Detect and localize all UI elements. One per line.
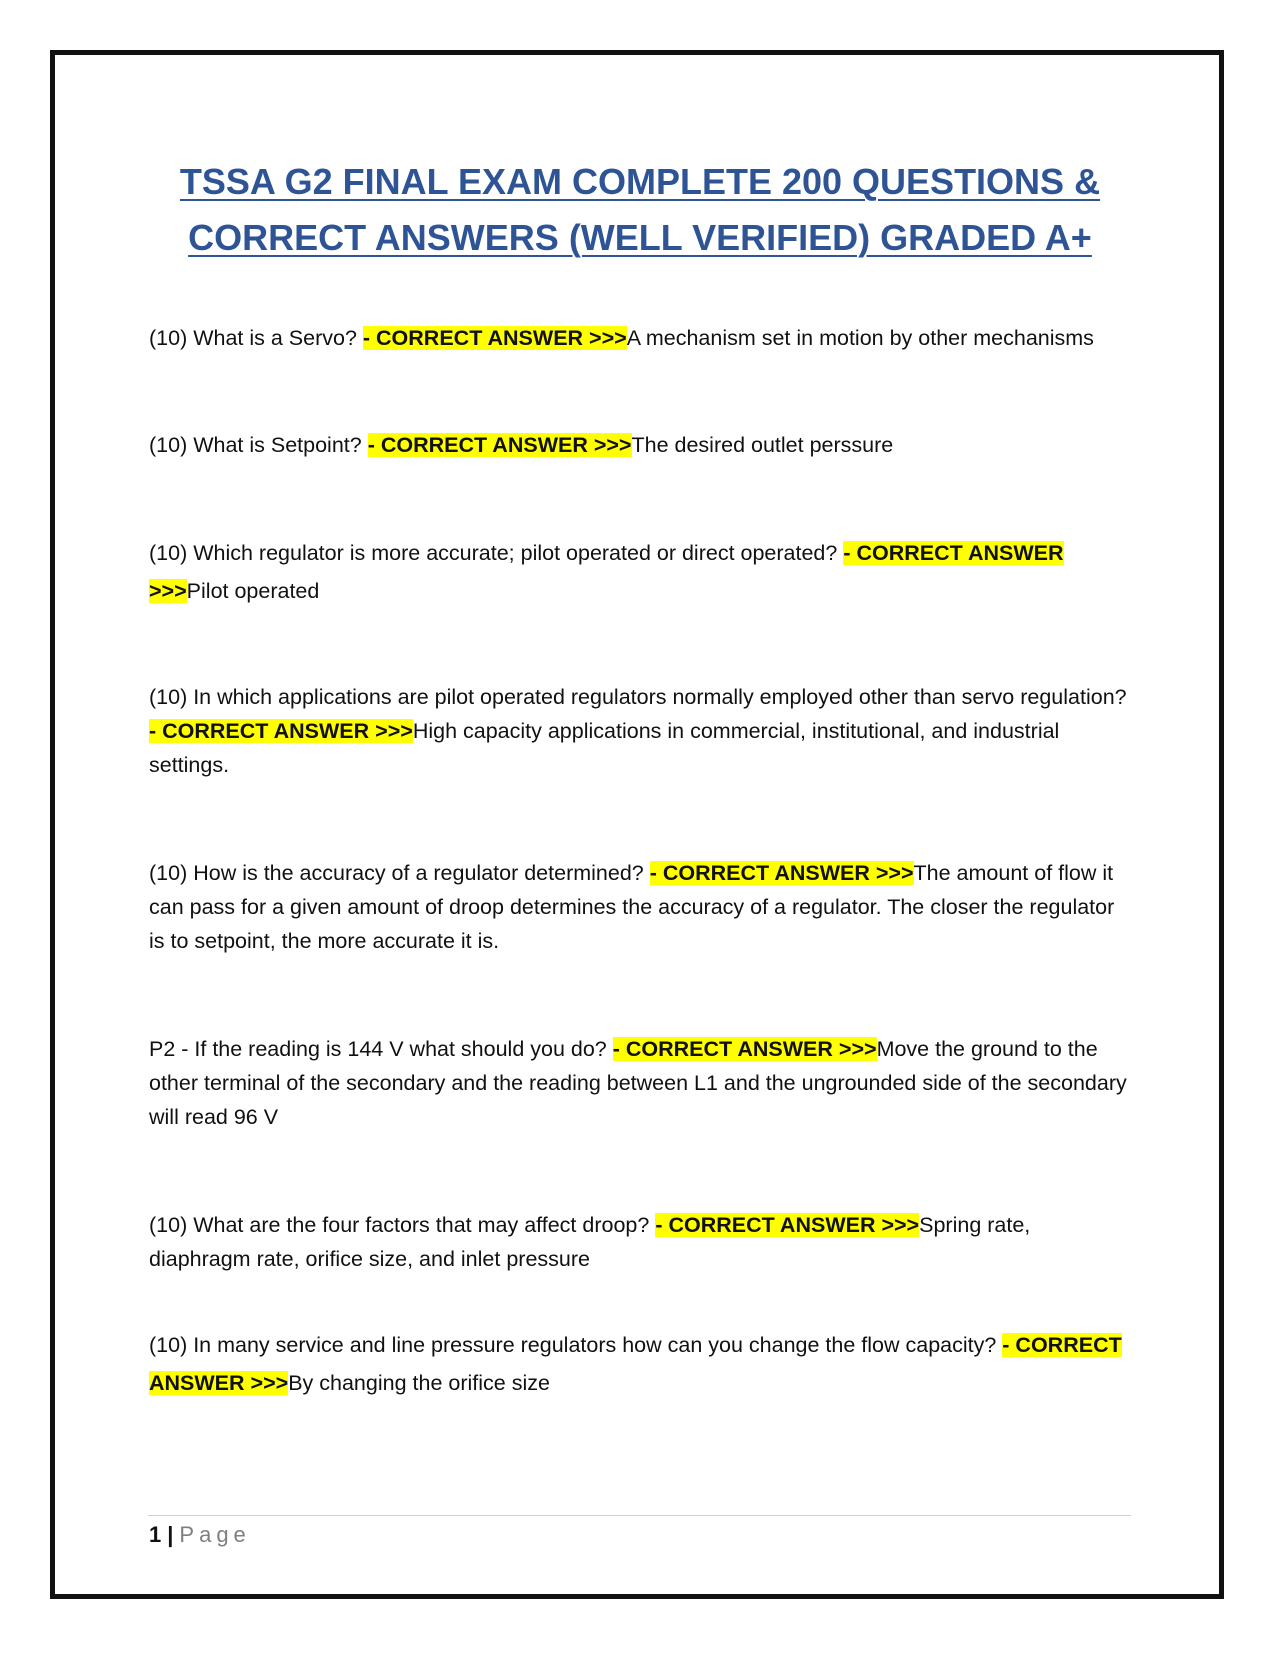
qa-item (149, 856, 1129, 958)
document-title: TSSA G2 FINAL EXAM COMPLETE 200 QUESTIONS & CORRECT ANSWERS (WELL VERIFIED) GRADED A+ (179, 161, 1101, 258)
question-text: P2 - If the reading is 144 V what should you do? (149, 1037, 613, 1061)
answer-text: A mechanism set in motion by other mechanisms (626, 326, 1094, 350)
question-text: (10) What is a Servo? (149, 326, 363, 350)
answer-text: By changing the orifice size (288, 1371, 550, 1395)
page-label: Page (179, 1522, 251, 1547)
answer-text: Spring rate, diaphragm rate, orifice size, and inlet pressure (149, 1213, 1031, 1271)
answer-text: High capacity applications in commercial, institutional, and industrial settings. (149, 719, 1060, 777)
correct-answer-marker: - CORRECT ANSWER >>> (655, 1213, 920, 1237)
question-text: (10) What is Setpoint? (149, 433, 368, 457)
qa-item (149, 534, 1129, 610)
correct-answer-marker: - CORRECT ANSWER >>> (149, 1333, 1122, 1395)
page-footer (149, 1519, 251, 1551)
answer-text: The amount of flow it can pass for a given amount of droop determines the accuracy of a regulator. The closer the regulator is to setpoint, the more accurate it is. (149, 861, 1115, 953)
qa-item (149, 1208, 1129, 1276)
correct-answer-marker: - CORRECT ANSWER >>> (149, 541, 1064, 603)
answer-text: Pilot operated (186, 579, 320, 603)
correct-answer-marker: - CORRECT ANSWER >>> (149, 719, 413, 743)
answer-text: The desired outlet perssure (631, 433, 894, 457)
qa-item (149, 680, 1129, 782)
correct-answer-marker: - CORRECT ANSWER >>> (367, 433, 632, 457)
answer-text: Move the ground to the other terminal of the secondary and the reading between L1 and the ungrounded side of the secondary will read 96 V (149, 1037, 1127, 1129)
question-text: (10) In many service and line pressure regulators how can you change the flow capacity? (149, 1333, 1003, 1357)
footer-separator: | (167, 1522, 174, 1547)
footer-divider (148, 1515, 1131, 1516)
qa-item (149, 1326, 1129, 1402)
correct-answer-marker: - CORRECT ANSWER >>> (362, 326, 627, 350)
qa-item (149, 1032, 1129, 1134)
question-text: (10) Which regulator is more accurate; pilot operated or direct operated? (149, 541, 844, 565)
correct-answer-marker: - CORRECT ANSWER >>> (612, 1037, 877, 1061)
correct-answer-marker: - CORRECT ANSWER >>> (649, 861, 914, 885)
qa-item (149, 321, 1129, 355)
page-number: 1 (149, 1522, 162, 1547)
qa-item (149, 428, 1129, 462)
question-text: (10) What are the four factors that may affect droop? (149, 1213, 656, 1237)
question-text: (10) How is the accuracy of a regulator determined? (149, 861, 650, 885)
question-text: (10) In which applications are pilot operated regulators normally employed other than servo regulation? (149, 685, 1127, 709)
